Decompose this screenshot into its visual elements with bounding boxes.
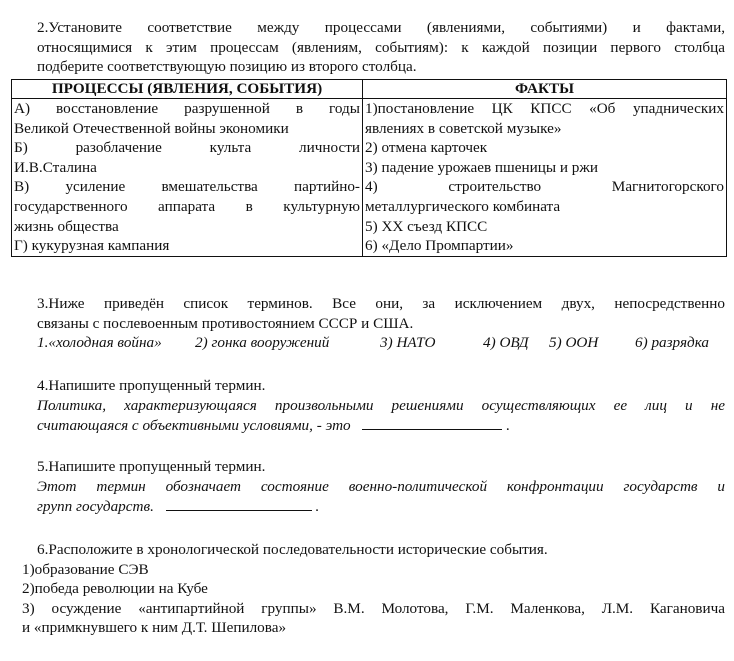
question-4 <box>37 376 725 436</box>
question-6 <box>22 540 725 638</box>
term-option: 5) ООН <box>549 334 599 352</box>
fact-4-cont: металлургического комбината <box>365 197 561 215</box>
process-line: жизнь общества <box>14 217 119 235</box>
term-option: 2) гонка вооружений <box>195 334 330 352</box>
question-5-line: Этот термин обозначает состояние военно-политической конфронтации государств и <box>37 477 725 495</box>
term-options <box>37 333 725 353</box>
fact-4: 4) строительство Магнитогорского <box>365 178 724 196</box>
question-4-text: считающаяся с объективными условиями, - это <box>37 417 351 435</box>
process-b <box>12 138 363 177</box>
fact-1 <box>363 99 727 139</box>
process-line: А) восстановление разрушенной в годы <box>14 100 360 117</box>
question-5-title: 5.Напишите пропущенный термин. <box>37 458 266 475</box>
column-header-processes: ПРОЦЕССЫ (ЯВЛЕНИЯ, СОБЫТИЯ) <box>12 80 363 99</box>
term-option: 4) ОВД <box>483 334 529 352</box>
period: . <box>506 417 511 435</box>
question-3-line: связаны с послевоенным противостоянием СССР и США. <box>37 314 414 332</box>
question-5-text: групп государств. <box>37 498 154 516</box>
term-option: 6) разрядка <box>635 334 710 352</box>
fact-line: 1)постановление ЦК КПСС «Об упаднических <box>365 100 724 117</box>
facts-2-3 <box>363 138 727 177</box>
question-3 <box>37 294 725 353</box>
event-item: 1)образование СЭВ <box>22 560 149 578</box>
question-4-line <box>37 415 725 436</box>
fact-2: 2) отмена карточек <box>365 139 488 157</box>
event-item-cont: и «примкнувшего к ним Д.Т. Шепилова» <box>22 619 287 637</box>
question-4-title: 4.Напишите пропущенный термин. <box>37 377 266 394</box>
process-line: Б) разоблачение культа личности <box>14 139 360 157</box>
question-2-line: 2.Установите соответствие между процессами (явлениями, событиями) и фактами, <box>37 19 725 36</box>
process-g <box>12 236 363 256</box>
question-5-line <box>37 496 725 517</box>
process-line: Г) кукурузная кампания <box>14 237 170 255</box>
process-line: И.В.Сталина <box>14 158 97 176</box>
answer-blank[interactable] <box>166 496 312 511</box>
process-v <box>12 177 363 236</box>
facts-4-5 <box>363 177 727 236</box>
fact-5: 5) XX съезд КПСС <box>365 217 488 235</box>
fact-3: 3) падение урожаев пшеницы и ржи <box>365 158 599 176</box>
fact-line: явлениях в советской музыке» <box>365 119 562 137</box>
period: . <box>315 498 320 516</box>
question-2-line: относящимися к этим процессам (явлениям, событиям): к каждой позиции первого столбца <box>37 38 725 56</box>
question-3-line: 3.Ниже приведён список терминов. Все они, за исключением двух, непосредственно <box>37 295 725 312</box>
fact-line: 6) «Дело Промпартии» <box>365 237 514 255</box>
process-line: государственного аппарата в культурную <box>14 197 360 215</box>
process-line: Великой Отечественной войны экономики <box>14 119 289 137</box>
fact-6 <box>363 236 727 256</box>
column-header-facts: ФАКТЫ <box>363 80 727 99</box>
question-2-text <box>37 18 725 77</box>
event-item: 2)победа революции на Кубе <box>22 580 208 598</box>
answer-blank[interactable] <box>362 415 502 430</box>
question-5 <box>37 457 725 517</box>
term-option: 1.«холодная война» <box>37 334 162 352</box>
process-a <box>12 99 363 139</box>
question-2-line: подберите соответствующую позицию из второго столбца. <box>37 58 417 76</box>
question-4-line: Политика, характеризующаяся произвольными решениями осуществляющих ее лиц и не <box>37 396 725 414</box>
event-item: 3) осуждение «антипартийной группы» В.М. Молотова, Г.М. Маленкова, Л.М. Кагановича <box>22 599 725 617</box>
matching-table <box>11 79 727 257</box>
process-line: В) усиление вмешательства партийно- <box>14 178 360 196</box>
question-6-title: 6.Расположите в хронологической последовательности исторические события. <box>37 541 548 558</box>
term-option: 3) НАТО <box>380 334 436 352</box>
